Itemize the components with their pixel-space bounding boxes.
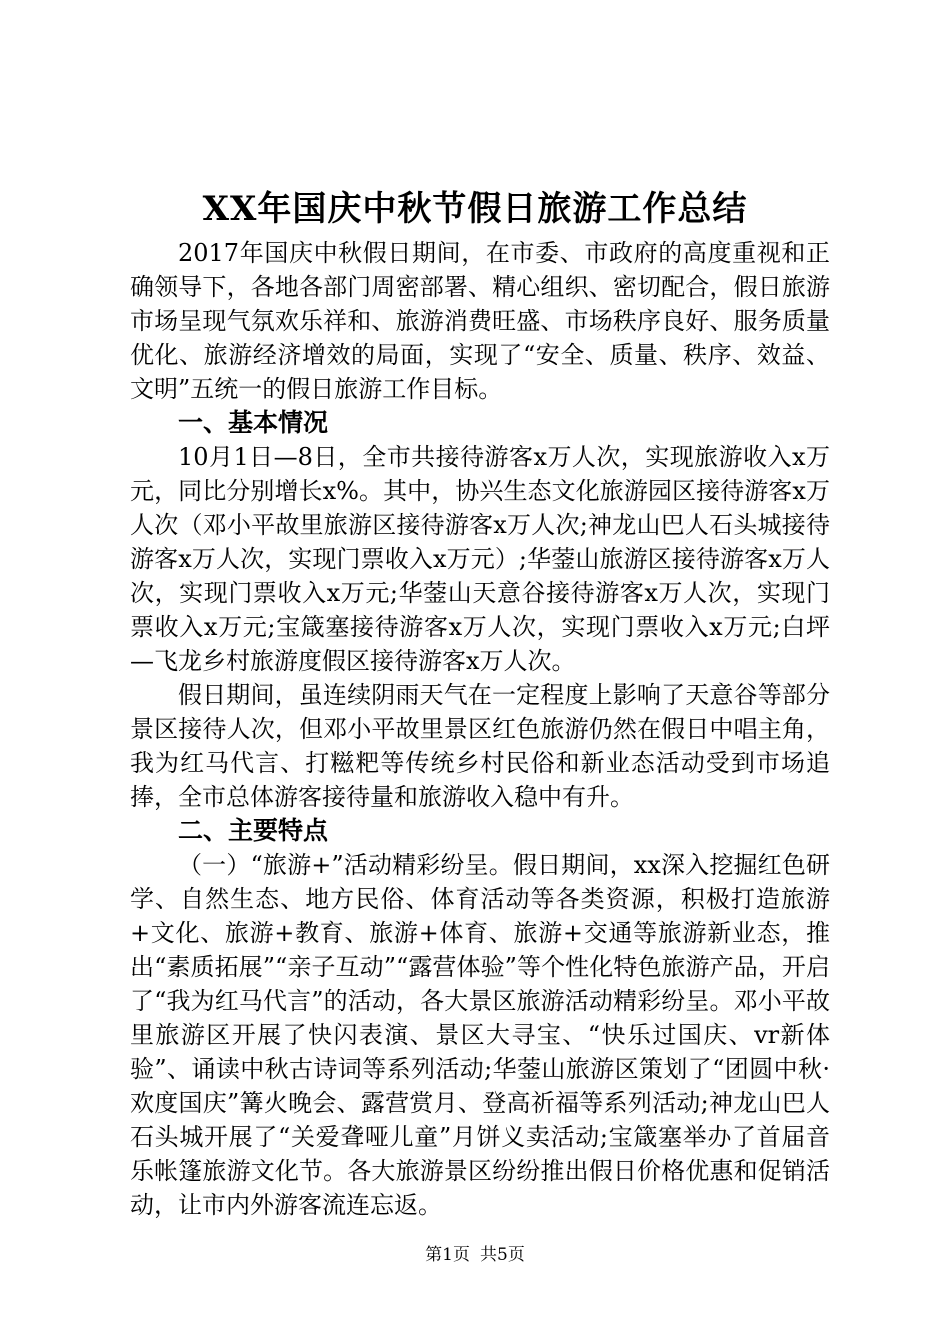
document-body — [130, 236, 830, 1222]
page-total: 共5页 — [480, 1245, 525, 1265]
page-number: 第1页 — [425, 1245, 470, 1265]
basic-situation-paragraph: 10月1日—8日，全市共接待游客x万人次，实现旅游收入x万元，同比分别增长x%。其中，协兴生态文化旅游园区接待游客x万人次（邓小平故里旅游区接待游客x万人次;神龙山巴人石头城接待游客x万人次，实现门票收入x万元）;华蓥山旅游区接待游客x万人次，实现门票收入x万元;华蓥山天意谷接待游客x万人次，实现门票收入x万元;宝箴塞接待游客x万人次，实现门票收入x万元;白坪—飞龙乡村旅游度假区接待游客x万人次。 — [130, 443, 830, 675]
weather-paragraph: 假日期间，虽连续阴雨天气在一定程度上影响了天意谷等部分景区接待人次，但邓小平故里景区红色旅游仍然在假日中唱主角，我为红马代言、打糍粑等传统乡村民俗和新业态活动受到市场追捧，全市总体游客接待量和旅游收入稳中有升。 — [130, 681, 830, 811]
tourism-plus-paragraph: （一）“旅游+”活动精彩纷呈。假日期间，xx深入挖掘红色研学、自然生态、地方民俗、体育活动等各类资源，积极打造旅游+文化、旅游+教育、旅游+体育、旅游+交通等旅游新业态，推出“素质拓展”“亲子互动”“露营体验”等个性化特色旅游产品，开启了“我为红马代言”的活动，各大景区旅游活动精彩纷呈。邓小平故里旅游区开展了快闪表演、景区大寻宝、“快乐过国庆、vr新体验”、诵读中秋古诗词等系列活动;华蓥山旅游区策划了“团圆中秋·欢度国庆”篝火晚会、露营赏月、登高祈福等系列活动;神龙山巴人石头城开展了“关爱聋哑儿童”月饼义卖活动;宝箴塞举办了首届音乐帐篷旅游文化节。各大旅游景区纷纷推出假日价格优惠和促销活动，让市内外游客流连忘返。 — [130, 851, 830, 1219]
section-heading-features: 二、主要特点 — [178, 816, 329, 845]
section-heading-basic: 一、基本情况 — [178, 408, 329, 437]
page-footer — [0, 1243, 950, 1267]
intro-paragraph: 2017年国庆中秋假日期间，在市委、市政府的高度重视和正确领导下，各地各部门周密部署、精心组织、密切配合，假日旅游市场呈现气氛欢乐祥和、旅游消费旺盛、市场秩序良好、服务质量优化、旅游经济增效的局面，实现了“安全、质量、秩序、效益、文明”五统一的假日旅游工作目标。 — [130, 239, 830, 403]
document-title: XX年国庆中秋节假日旅游工作总结 — [202, 189, 748, 229]
